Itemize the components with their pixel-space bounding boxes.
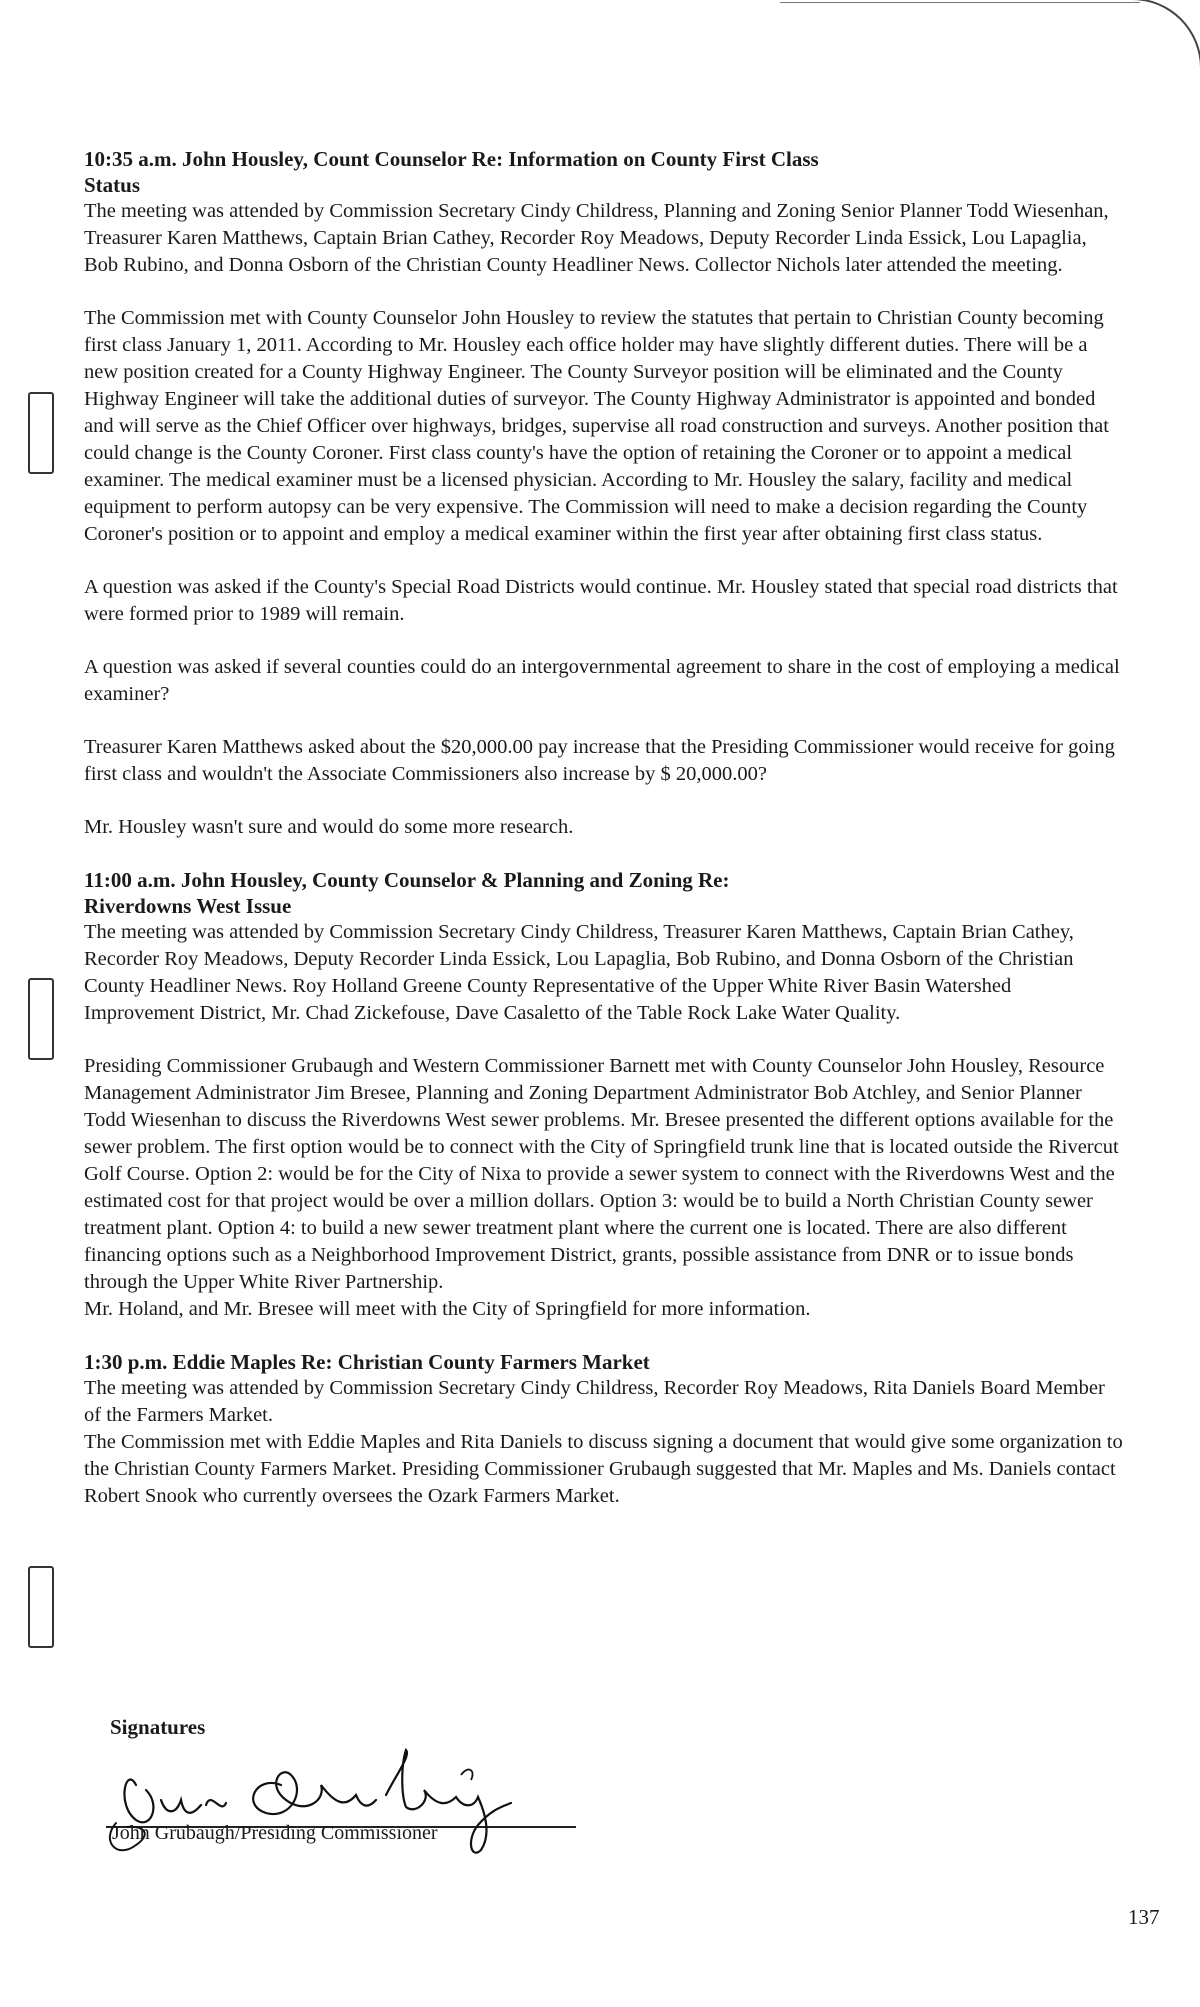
paragraph-attendance: The meeting was attended by Commission Secretary Cindy Childress, Recorder Roy Meadows, Rita Daniels Board Member of the Farmers Market. [84, 1377, 1105, 1426]
binder-punch-hole-top [28, 392, 54, 474]
paragraph-follow-up: Mr. Holand, and Mr. Bresee will meet with the City of Springfield for more information. [84, 1298, 811, 1320]
paragraph-medical-examiner-question: A question was asked if several counties could do an intergovernmental agreement to share in the cost of employing a medical examiner? [84, 656, 1120, 705]
signature-caption: John Grubaugh/Presiding Commissioner [112, 1822, 438, 1844]
section-farmers-market [84, 1349, 1124, 1510]
binder-punch-hole-bottom [28, 1566, 54, 1648]
paragraph-attendance: The meeting was attended by Commission Secretary Cindy Childress, Treasurer Karen Matthews, Captain Brian Cathey, Recorder Roy Meadows, Deputy Recorder Linda Essick, Lou Lapaglia, Bob Rubino, and Donna Osborn of the Christian County Headliner News. Roy Holland Greene County Representative of the Upper White River Basin Watershed Improvement District, Mr. Chad Zickefouse, Dave Casaletto of the Table Rock Lake Water Quality. [84, 921, 1074, 1024]
page-number: 137 [1128, 1905, 1160, 1929]
section-heading-line: 1:30 p.m. Eddie Maples Re: Christian County Farmers Market [84, 1350, 650, 1374]
section-heading-line: Riverdowns West Issue [84, 894, 292, 918]
paragraph-pay-increase: Treasurer Karen Matthews asked about the $20,000.00 pay increase that the Presiding Commissioner would receive for going first class and wouldn't the Associate Commissioners also increase by $ 20,000.00? [84, 736, 1115, 785]
paragraph-attendance: The meeting was attended by Commission Secretary Cindy Childress, Planning and Zoning Senior Planner Todd Wiesenhan, Treasurer Karen Matthews, Captain Brian Cathey, Recorder Roy Meadows, Deputy Recorder Linda Essick, Lou Lapaglia, Bob Rubino, and Donna Osborn of the Christian County Headliner News. Collector Nichols later attended the meeting. [84, 200, 1109, 276]
page-corner-edge [1050, 0, 1200, 70]
signatures-label: Signatures [110, 1715, 206, 1739]
paragraph-sewer-options: Presiding Commissioner Grubaugh and Western Commissioner Barnett met with County Counselor John Housley, Resource Management Administrator Jim Bresee, Planning and Zoning Department Administrator Bob Atchley, and Senior Planner Todd Wiesenhan to discuss the Riverdowns West sewer problems. Mr. Bresee presented the different options available for the sewer problem. The first option would be to connect with the City of Springfield trunk line that is located outside the Rivercut Golf Course. Option 2: would be for the City of Nixa to provide a sewer system to connect with the Riverdowns West and the estimated cost for that project would be over a million dollars. Option 3: would be to build a North Christian County sewer treatment plant. Option 4: to build a new sewer treatment plant where the current one is located. There are also different financing options such as a Neighborhood Improvement District, grants, possible assistance from DNR or to issue bonds through the Upper White River Partnership. [84, 1055, 1119, 1293]
section-heading-line: Status [84, 173, 141, 197]
handwritten-signature [106, 1745, 586, 1865]
section-heading-line: 10:35 a.m. John Housley, Count Counselor Re: Information on County First Class [84, 147, 819, 171]
paragraph-discussion: The Commission met with County Counselor John Housley to review the statutes that pertain to Christian County becoming first class January 1, 2011. According to Mr. Housley each office holder may have slightly different duties. There will be a new position created for a County Highway Engineer. The County Surveyor position will be eliminated and the County Highway Engineer will take the additional duties of surveyor. The County Highway Administrator is appointed and bonded and will serve as the Chief Officer over highways, bridges, supervise all road construction and surveys. Another position that could change is the County Coroner. First class county's have the option of retaining the Coroner or to appoint a medical examiner. The medical examiner must be a licensed physician. According to Mr. Housley the salary, facility and medical equipment to perform autopsy can be very expensive. The Commission will need to make a decision regarding the County Coroner's position or to appoint and employ a medical examiner within the first year after obtaining first class status. [84, 307, 1109, 545]
section-riverdowns-west [84, 867, 1124, 1323]
minutes-body [84, 146, 1124, 1510]
section-heading-line: 11:00 a.m. John Housley, County Counselor & Planning and Zoning Re: [84, 868, 730, 892]
section-first-class-status [84, 146, 1124, 841]
paragraph-road-districts: A question was asked if the County's Special Road Districts would continue. Mr. Housley stated that special road districts that were formed prior to 1989 will remain. [84, 576, 1118, 625]
paragraph-discussion: The Commission met with Eddie Maples and Rita Daniels to discuss signing a document that would give some organization to the Christian County Farmers Market. Presiding Commissioner Grubaugh suggested that Mr. Maples and Ms. Daniels contact Robert Snook who currently oversees the Ozark Farmers Market. [84, 1431, 1123, 1507]
binder-punch-hole-middle [28, 978, 54, 1060]
page-top-edge [780, 2, 1140, 3]
paragraph-research: Mr. Housley wasn't sure and would do some more research. [84, 816, 574, 838]
